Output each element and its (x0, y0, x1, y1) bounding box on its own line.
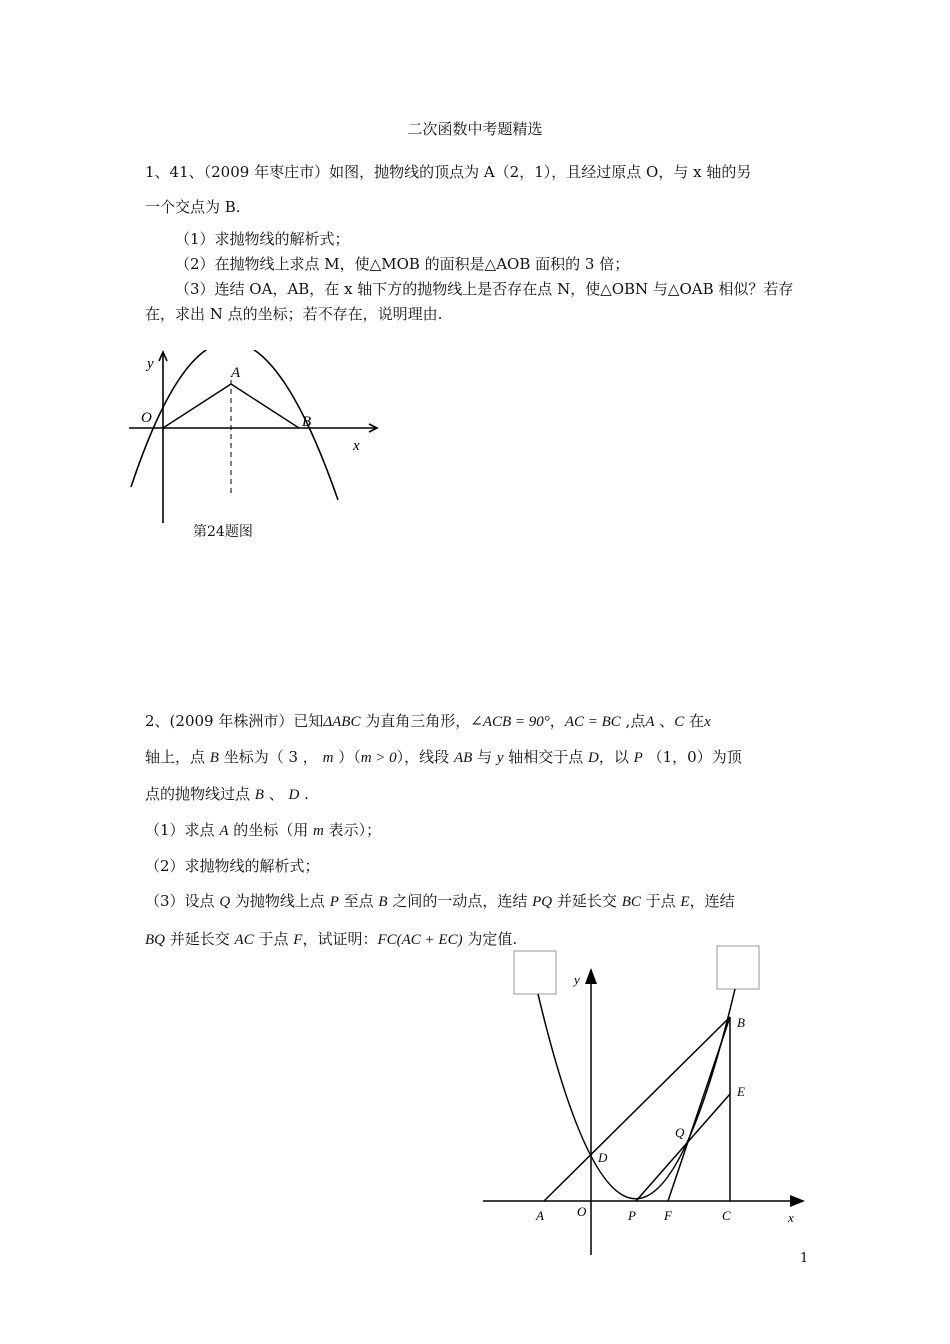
q2-label-f: F (664, 1208, 672, 1223)
q2-part2: （2）求抛物线的解析式； (145, 857, 320, 875)
q1-line1: 1、41、（2009 年枣庄市）如图，抛物线的顶点为 A（2，1），且经过原点 O，与 x 轴的另 (145, 163, 752, 181)
q2-label-b: B (737, 1015, 745, 1030)
q2-figure (480, 940, 810, 1260)
q2-text: 与 (472, 748, 497, 766)
q2-math: A (219, 823, 229, 839)
q2-label-q: Q (675, 1125, 685, 1140)
q2-math: C (674, 714, 685, 730)
q2-text: 至点 (338, 892, 379, 910)
q2-label-x: x (788, 1210, 794, 1225)
q2-math: P (329, 894, 339, 910)
q2-math: ΔABC (323, 714, 361, 730)
q2-text: （3）设点 (145, 892, 220, 910)
page-title: 二次函数中考题精选 (407, 120, 543, 138)
q2-text: 为定值. (462, 930, 518, 948)
q2-text: 为抛物线上点 (230, 892, 330, 910)
q2-text: 表示）； (323, 821, 382, 839)
q2-x-arrow-icon (790, 1195, 805, 1207)
q2-part1 (145, 820, 381, 841)
q2-part3-line2 (145, 929, 517, 950)
q2-label-a: A (536, 1208, 544, 1223)
q2-math: PQ (532, 894, 553, 910)
q2-text: ， (549, 712, 565, 730)
q2-image-placeholder (514, 951, 556, 994)
q2-math: m (322, 750, 334, 766)
q2-math: BC (621, 894, 641, 910)
q2-math: m (313, 823, 324, 839)
q2-text: 2、(2009 年株洲市）已知 (145, 712, 324, 730)
q1-label-y: y (147, 356, 154, 372)
q2-line1 (145, 711, 711, 732)
q2-math: A (645, 714, 655, 730)
q2-math: AC (234, 932, 254, 948)
q1-label-o: O (141, 410, 152, 426)
q2-text: 为直角三角形， (360, 712, 471, 730)
q2-text: ,点 (620, 712, 646, 730)
q2-text: （1）求点 (145, 821, 220, 839)
q2-text: ，试证明： (302, 930, 378, 948)
q2-math: B (254, 787, 264, 803)
q2-part3-line1 (145, 891, 735, 912)
q2-text: 轴相交于点 (503, 748, 589, 766)
q2-math: Q (219, 894, 231, 910)
q1-part2: （2）在抛物线上求点 M，使△MOB 的面积是△AOB 面积的 3 倍； (175, 255, 630, 273)
q2-text: 、 (263, 785, 289, 803)
q1-part1: （1）求抛物线的解析式； (175, 230, 350, 248)
q2-math: ∠ACB = 90° (470, 714, 550, 730)
q1-segment-oa (163, 384, 231, 428)
q2-text: 轴上，点 (145, 748, 210, 766)
q2-text: 在 (684, 712, 705, 730)
q2-text: 于点 (640, 892, 681, 910)
q1-label-x: x (353, 438, 360, 454)
q2-text: ，连结 (689, 892, 735, 910)
q1-line2: 一个交点为 B. (145, 198, 241, 216)
q2-math: E (680, 894, 690, 910)
q1-label-a: A (231, 365, 241, 381)
q2-y-arrow-icon (585, 968, 597, 984)
q2-math: m > 0 (360, 750, 397, 766)
q2-math: P (633, 750, 643, 766)
q2-math: y (496, 750, 504, 766)
q2-text: 、 (654, 712, 675, 730)
q2-math: FC(AC + EC) (377, 932, 463, 948)
q2-segment-pe (636, 1094, 730, 1201)
q1-label-b: B (302, 414, 312, 430)
q1-part3-line2: 在，求出 N 点的坐标；若不存在，说明理由. (145, 305, 443, 323)
q2-parabola (538, 989, 735, 1199)
q2-text: . (299, 785, 309, 803)
q2-text: 坐标为（ 3 ， (218, 748, 323, 766)
q2-text: （1，0）为顶 (642, 748, 742, 766)
q2-math: D (288, 787, 300, 803)
q2-math: AB (453, 750, 473, 766)
q2-label-p: P (628, 1208, 636, 1223)
q2-text: 并延长交 (552, 892, 622, 910)
q1-figure-caption: 第24题图 (193, 524, 253, 540)
q2-text: 之间的一动点，连结 (387, 892, 533, 910)
q2-segment-fb (668, 1017, 730, 1201)
q2-text: 点的抛物线过点 (145, 785, 255, 803)
page-number: 1 (800, 1251, 809, 1266)
q2-math: BQ (145, 932, 165, 948)
q2-math: AC = BC (564, 714, 621, 730)
q2-text: ），线段 (396, 748, 454, 766)
q2-label-y: y (574, 972, 580, 987)
q1-figure (125, 350, 395, 530)
q1-part3-line1: （3）连结 OA，AB，在 x 轴下方的抛物线上是否存在点 N，使△OBN 与△OAB 相似？若存 (175, 280, 794, 298)
q2-text: ）（ (333, 748, 361, 766)
q2-label-d: D (598, 1150, 608, 1165)
q2-math: x (704, 714, 711, 730)
q2-math: D (588, 750, 599, 766)
q2-math: B (378, 894, 388, 910)
q2-label-e: E (737, 1084, 745, 1099)
q2-text: 于点 (253, 930, 294, 948)
q2-line3 (145, 784, 309, 805)
q2-line2 (145, 747, 742, 768)
q2-math: B (209, 750, 219, 766)
q2-text: 并延长交 (165, 930, 235, 948)
q2-text: 的坐标（用 (228, 821, 314, 839)
q2-text: ，以 (598, 748, 634, 766)
q2-label-o: O (577, 1204, 587, 1219)
q2-segment-ab (544, 1017, 730, 1201)
q2-image-placeholder (717, 946, 759, 989)
q2-label-c: C (722, 1208, 731, 1223)
q2-math: F (293, 932, 303, 948)
